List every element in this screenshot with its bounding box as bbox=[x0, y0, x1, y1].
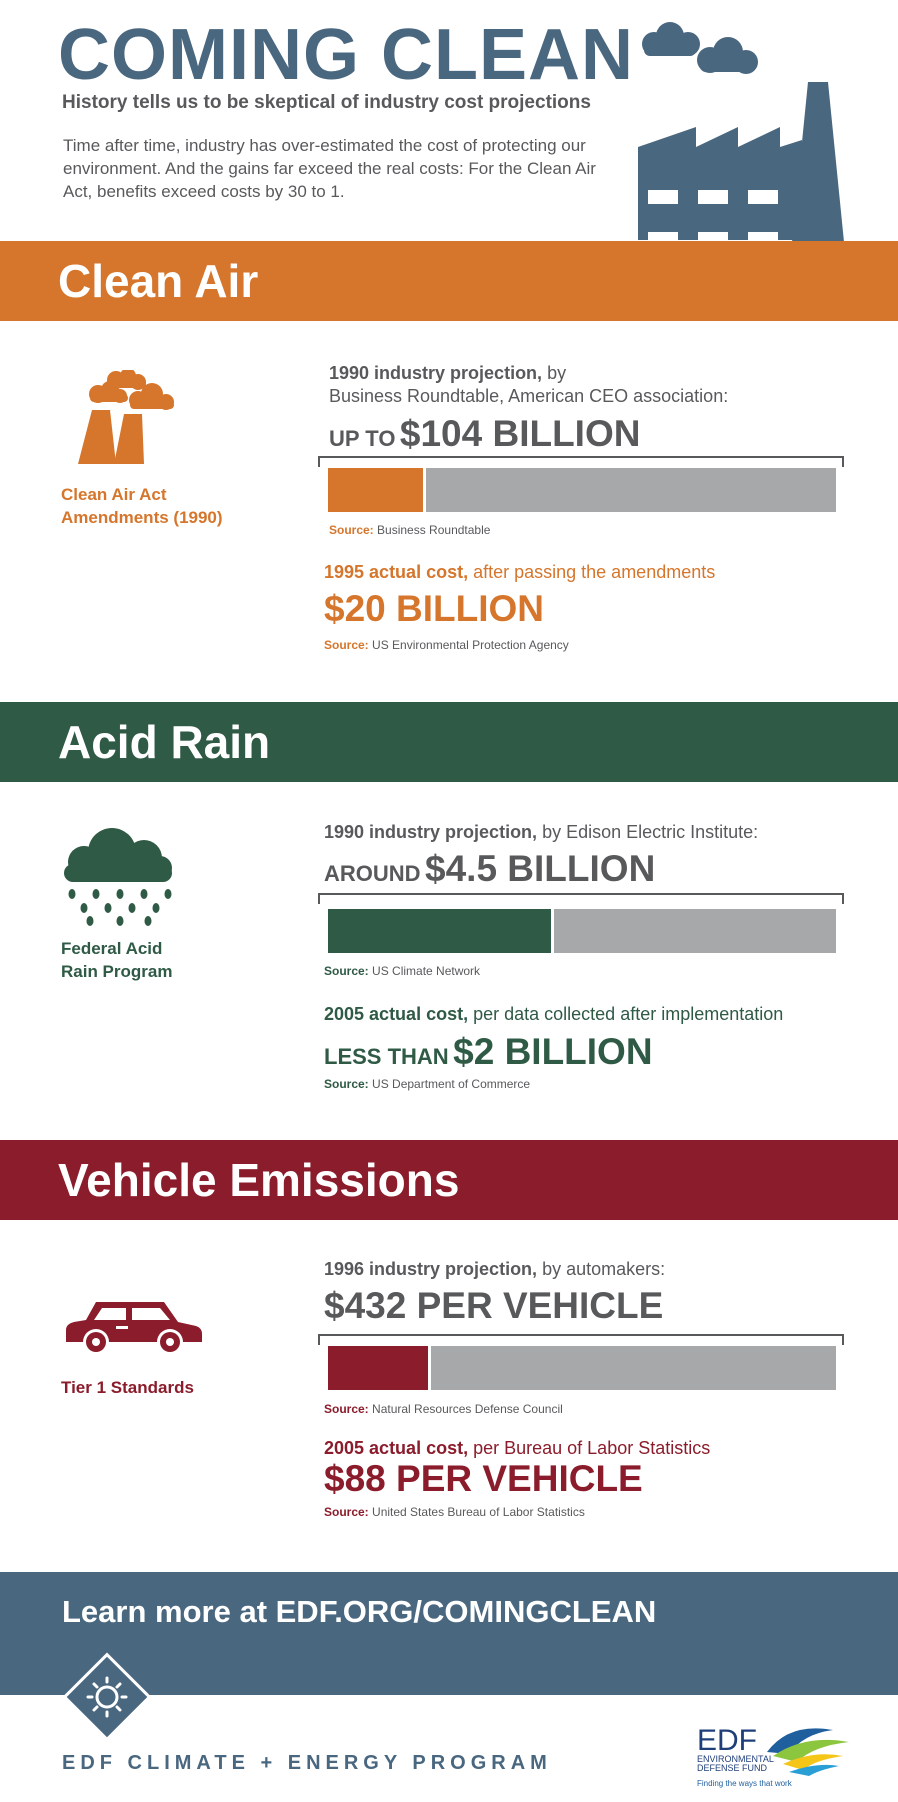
source-label: Source: bbox=[329, 523, 374, 537]
factory-smoke-icon bbox=[76, 370, 184, 466]
section-title: Vehicle Emissions bbox=[58, 1154, 460, 1206]
actual-amount bbox=[324, 588, 544, 630]
actual-cost-bar bbox=[328, 1346, 431, 1390]
factory-icon bbox=[630, 22, 860, 242]
projection-text bbox=[324, 1258, 665, 1281]
source-text: US Environmental Protection Agency bbox=[372, 638, 569, 652]
source-text: Business Roundtable bbox=[377, 523, 491, 537]
source-label: Source: bbox=[324, 1402, 369, 1416]
projection-amount bbox=[324, 848, 655, 890]
program-label: Clean Air Act Amendments (1990) bbox=[61, 485, 223, 527]
actual-lead: 2005 actual cost, bbox=[324, 1004, 469, 1024]
actual-rest: after passing the amendments bbox=[468, 562, 716, 582]
source-label: Source: bbox=[324, 964, 369, 978]
source-label: Source: bbox=[324, 1077, 369, 1091]
program-label: Federal Acid Rain Program bbox=[61, 939, 173, 981]
actual-source bbox=[324, 638, 569, 652]
section-band-clean-air bbox=[0, 241, 898, 321]
source-text: United States Bureau of Labor Statistics bbox=[372, 1505, 585, 1519]
projection-source bbox=[324, 964, 480, 978]
source-text: Natural Resources Defense Council bbox=[372, 1402, 563, 1416]
program-name: EDF CLIMATE + ENERGY PROGRAM bbox=[62, 1752, 552, 1774]
source-label: Source: bbox=[324, 638, 369, 652]
actual-value: $88 PER VEHICLE bbox=[324, 1458, 643, 1499]
projection-source bbox=[324, 1402, 563, 1416]
projection-value: $4.5 BILLION bbox=[425, 848, 656, 889]
learn-more-link[interactable]: Learn more at EDF.ORG/COMINGCLEAN bbox=[62, 1594, 657, 1629]
projection-value: $432 PER VEHICLE bbox=[324, 1285, 664, 1326]
section-band-acid-rain bbox=[0, 702, 898, 782]
projection-lead: 1996 industry projection, bbox=[324, 1259, 538, 1279]
actual-text bbox=[324, 1003, 783, 1026]
car-icon bbox=[66, 1296, 202, 1356]
actual-lead: 1995 actual cost, bbox=[324, 562, 469, 582]
projection-bar bbox=[328, 909, 836, 953]
projection-text bbox=[324, 821, 758, 844]
projection-amount bbox=[324, 1285, 663, 1327]
section-title: Clean Air bbox=[58, 255, 259, 307]
page-subtitle: History tells us to be skeptical of industry cost projections bbox=[62, 92, 591, 113]
bar-bracket bbox=[318, 456, 844, 467]
actual-rest: per data collected after implementation bbox=[468, 1004, 784, 1024]
actual-value: $20 BILLION bbox=[324, 588, 544, 629]
bar-bracket bbox=[318, 1334, 844, 1345]
projection-lead: 1990 industry projection, bbox=[329, 363, 543, 383]
actual-amount bbox=[324, 1458, 643, 1500]
projection-value: $104 BILLION bbox=[399, 413, 641, 454]
actual-prefix: LESS THAN bbox=[324, 1044, 449, 1069]
projection-lead: 1990 industry projection, bbox=[324, 822, 538, 842]
page-title: COMING CLEAN bbox=[58, 15, 634, 95]
projection-prefix: UP TO bbox=[329, 426, 396, 451]
source-label: Source: bbox=[324, 1505, 369, 1519]
source-text: US Climate Network bbox=[372, 964, 481, 978]
actual-cost-bar bbox=[328, 909, 554, 953]
edf-logo-text: EDF bbox=[697, 1724, 757, 1757]
projection-rest: by Edison Electric Institute: bbox=[537, 822, 759, 842]
projection-line2: Business Roundtable, American CEO association: bbox=[329, 386, 729, 406]
actual-source bbox=[324, 1077, 530, 1091]
edf-logo-sub1: ENVIRONMENTAL bbox=[697, 1754, 774, 1764]
intro-text: Time after time, industry has over-estimated the cost of protecting our environment. And the gains far exceed the real costs: For the Clean Air Act, benefits exceed costs by 30 to 1. bbox=[63, 136, 596, 201]
actual-source bbox=[324, 1505, 585, 1519]
projection-amount bbox=[329, 413, 640, 455]
actual-rest: per Bureau of Labor Statistics bbox=[468, 1438, 711, 1458]
actual-cost-bar bbox=[328, 468, 426, 512]
rain-cloud-icon bbox=[60, 828, 178, 926]
projection-text bbox=[329, 362, 728, 408]
actual-lead: 2005 actual cost, bbox=[324, 1438, 469, 1458]
edf-logo-sub2: DEFENSE FUND bbox=[697, 1763, 768, 1773]
bar-bracket bbox=[318, 893, 844, 904]
section-band-vehicle-emissions bbox=[0, 1140, 898, 1220]
section-title: Acid Rain bbox=[58, 716, 271, 768]
actual-text bbox=[324, 561, 715, 584]
program-label: Tier 1 Standards bbox=[61, 1378, 194, 1397]
actual-text bbox=[324, 1437, 710, 1460]
projection-bar bbox=[328, 1346, 836, 1390]
sun-diamond-icon bbox=[58, 1648, 156, 1746]
projection-bar bbox=[328, 468, 836, 512]
projection-rest: by bbox=[542, 363, 567, 383]
projection-prefix: AROUND bbox=[324, 861, 421, 886]
actual-amount bbox=[324, 1031, 653, 1073]
actual-value: $2 BILLION bbox=[453, 1031, 653, 1072]
edf-logo[interactable] bbox=[693, 1716, 853, 1792]
source-text: US Department of Commerce bbox=[372, 1077, 531, 1091]
projection-source bbox=[329, 523, 490, 537]
projection-rest: by automakers: bbox=[537, 1259, 666, 1279]
edf-tagline: Finding the ways that work bbox=[697, 1779, 792, 1788]
